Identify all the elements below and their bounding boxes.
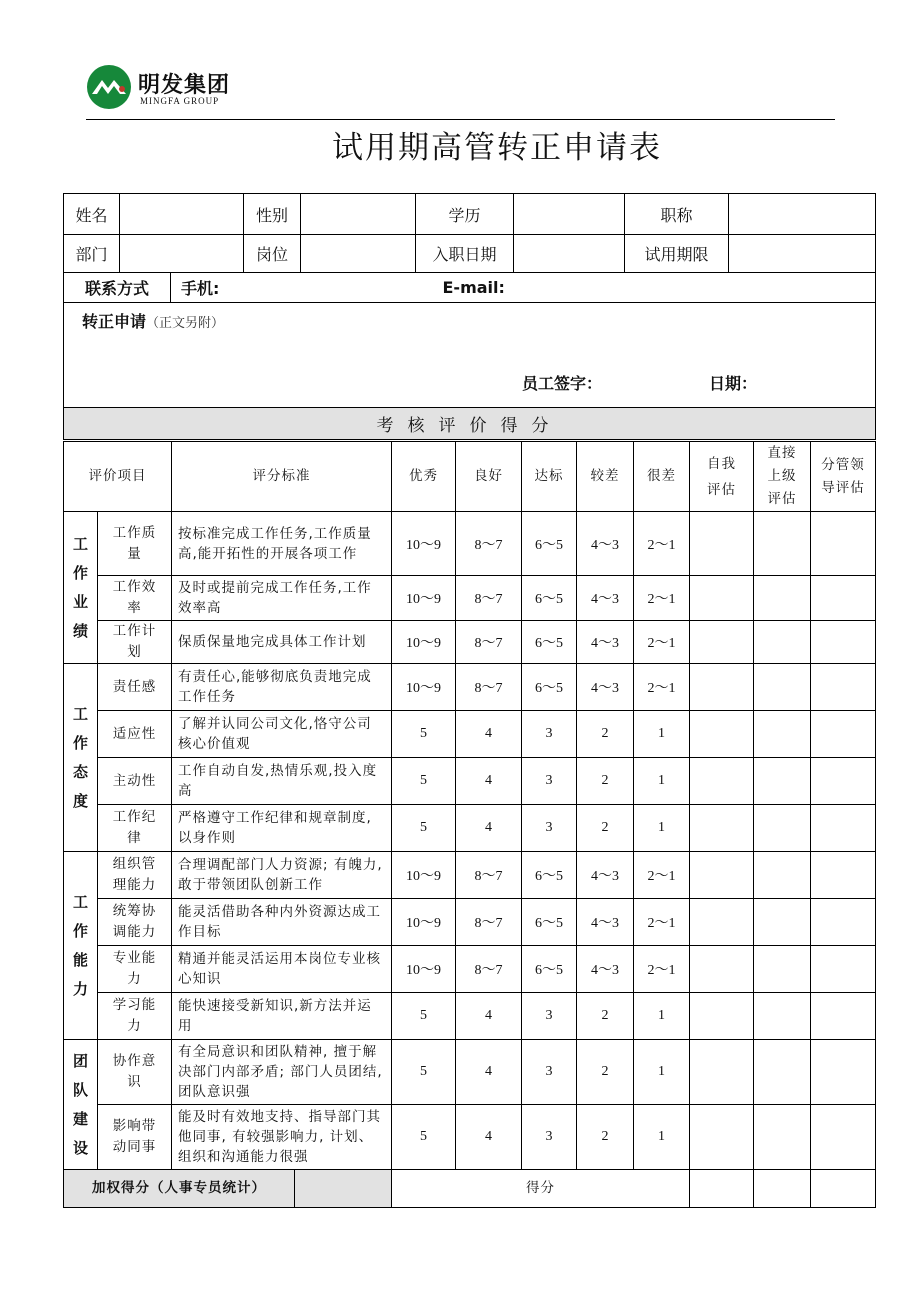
self-score-input[interactable]	[690, 758, 754, 805]
apply-section	[82, 309, 224, 332]
eval-score-range: 8～7	[456, 946, 522, 993]
name-field[interactable]	[120, 194, 244, 235]
eval-score-range: 2～1	[634, 512, 690, 576]
eval-score-range: 4～3	[577, 664, 634, 711]
eval-score-range: 5	[392, 993, 456, 1040]
eval-score-range: 2～1	[634, 576, 690, 621]
eval-item: 工作纪律	[98, 805, 172, 852]
eval-score-range: 10～9	[392, 946, 456, 993]
header-rule	[86, 119, 835, 120]
evaluation-table	[63, 441, 876, 1208]
eval-score-range: 10～9	[392, 512, 456, 576]
eval-row	[64, 1105, 876, 1170]
eval-item: 协作意识	[98, 1040, 172, 1105]
superior-score-input[interactable]	[754, 1040, 811, 1105]
eval-item: 组织管理能力	[98, 852, 172, 899]
eval-score-range: 3	[522, 805, 577, 852]
eval-score-range: 4～3	[577, 576, 634, 621]
eval-score-range: 1	[634, 993, 690, 1040]
eval-score-range: 2	[577, 758, 634, 805]
eval-score-range: 2	[577, 805, 634, 852]
col-leader: 分管领导评估	[811, 442, 876, 512]
leader-score-input[interactable]	[811, 711, 876, 758]
self-score-input[interactable]	[690, 899, 754, 946]
eval-row	[64, 664, 876, 711]
eval-score-range: 5	[392, 805, 456, 852]
eval-score-range: 6～5	[522, 664, 577, 711]
label-entry-date: 入职日期	[416, 235, 514, 273]
label-contact: 联系方式	[64, 273, 171, 303]
eval-score-range: 5	[392, 758, 456, 805]
eval-item: 学习能力	[98, 993, 172, 1040]
eval-score-range: 2	[577, 1105, 634, 1170]
superior-score-input[interactable]	[754, 852, 811, 899]
eval-item: 工作效率	[98, 576, 172, 621]
col-good: 良好	[456, 442, 522, 512]
eval-item: 适应性	[98, 711, 172, 758]
eval-standard: 能及时有效地支持、指导部门其他同事, 有较强影响力, 计划、组织和沟通能力很强	[172, 1105, 392, 1170]
company-logo	[86, 64, 286, 114]
eval-score-range: 10～9	[392, 664, 456, 711]
col-standard: 评分标准	[172, 442, 392, 512]
score-superior[interactable]	[754, 1170, 811, 1208]
eval-score-range: 3	[522, 1105, 577, 1170]
eval-score-range: 4～3	[577, 946, 634, 993]
superior-score-input[interactable]	[754, 805, 811, 852]
self-score-input[interactable]	[690, 621, 754, 664]
eval-score-range: 1	[634, 711, 690, 758]
col-pass: 达标	[522, 442, 577, 512]
leader-score-input[interactable]	[811, 993, 876, 1040]
mingfa-logo-icon	[86, 64, 132, 110]
leader-score-input[interactable]	[811, 512, 876, 576]
post-field[interactable]	[301, 235, 416, 273]
superior-score-input[interactable]	[754, 1105, 811, 1170]
page-title: 试用期高管转正申请表	[332, 130, 662, 166]
eval-row	[64, 946, 876, 993]
eval-score-range: 4	[456, 1105, 522, 1170]
self-score-input[interactable]	[690, 852, 754, 899]
score-leader[interactable]	[811, 1170, 876, 1208]
col-item: 评价项目	[64, 442, 172, 512]
leader-score-input[interactable]	[811, 1105, 876, 1170]
eval-group-label: 工 作 业 绩	[64, 512, 98, 664]
eval-standard: 有全局意识和团队精神, 擅于解决部门内部矛盾; 部门人员团结, 团队意识强	[172, 1040, 392, 1105]
apply-label: 转正申请	[82, 312, 147, 331]
department-field[interactable]	[120, 235, 244, 273]
eval-score-range: 8～7	[456, 576, 522, 621]
logo-english-name: MINGFA GROUP	[140, 96, 220, 106]
eval-row	[64, 805, 876, 852]
eval-standard: 能快速接受新知识,新方法并运用	[172, 993, 392, 1040]
self-score-input[interactable]	[690, 1105, 754, 1170]
eval-score-range: 6～5	[522, 512, 577, 576]
self-score-input[interactable]	[690, 946, 754, 993]
eval-score-range: 1	[634, 1105, 690, 1170]
eval-score-range: 2～1	[634, 621, 690, 664]
eval-score-range: 2～1	[634, 664, 690, 711]
score-label: 得分	[392, 1170, 690, 1208]
eval-score-range: 4	[456, 993, 522, 1040]
self-score-input[interactable]	[690, 805, 754, 852]
mobile-field[interactable]: 手机:	[171, 273, 433, 303]
eval-score-range: 4～3	[577, 621, 634, 664]
evaluation-rows	[64, 512, 876, 1170]
eval-score-range: 2	[577, 1040, 634, 1105]
label-title: 职称	[625, 194, 729, 235]
email-field[interactable]: E-mail:	[433, 273, 876, 303]
logo-chinese-name: 明发集团	[138, 72, 231, 98]
leader-score-input[interactable]	[811, 852, 876, 899]
eval-score-range: 1	[634, 758, 690, 805]
weighted-score-value[interactable]	[294, 1170, 391, 1207]
eval-standard: 按标准完成工作任务,工作质量高,能开拓性的开展各项工作	[172, 512, 392, 576]
eval-score-range: 1	[634, 1040, 690, 1105]
leader-score-input[interactable]	[811, 758, 876, 805]
leader-score-input[interactable]	[811, 621, 876, 664]
eval-standard: 保质保量地完成具体工作计划	[172, 621, 392, 664]
eval-score-range: 8～7	[456, 899, 522, 946]
eval-standard: 合理调配部门人力资源; 有魄力, 敢于带领团队创新工作	[172, 852, 392, 899]
superior-score-input[interactable]	[754, 946, 811, 993]
eval-row	[64, 1040, 876, 1105]
eval-score-range: 6～5	[522, 621, 577, 664]
eval-score-range: 6～5	[522, 576, 577, 621]
score-self[interactable]	[690, 1170, 754, 1208]
eval-standard: 精通并能灵活运用本岗位专业核心知识	[172, 946, 392, 993]
col-poor: 较差	[577, 442, 634, 512]
employee-signature: 员工签字：	[522, 374, 603, 393]
eval-score-range: 4～3	[577, 899, 634, 946]
title-field[interactable]	[729, 194, 876, 235]
eval-item: 主动性	[98, 758, 172, 805]
eval-row	[64, 758, 876, 805]
label-post: 岗位	[244, 235, 301, 273]
eval-score-range: 5	[392, 1040, 456, 1105]
eval-score-range: 5	[392, 1105, 456, 1170]
self-score-input[interactable]	[690, 576, 754, 621]
col-self: 自我评估	[690, 442, 754, 512]
leader-score-input[interactable]	[811, 899, 876, 946]
weighted-score-label: 加权得分（人事专员统计）	[92, 1180, 266, 1196]
entry-date-field[interactable]	[514, 235, 625, 273]
col-superior: 直接上级评估	[754, 442, 811, 512]
eval-score-range: 10～9	[392, 576, 456, 621]
eval-row	[64, 899, 876, 946]
eval-score-range: 3	[522, 993, 577, 1040]
probation-field[interactable]	[729, 235, 876, 273]
eval-score-range: 4	[456, 1040, 522, 1105]
self-score-input[interactable]	[690, 512, 754, 576]
eval-score-range: 4	[456, 711, 522, 758]
eval-score-range: 1	[634, 805, 690, 852]
eval-score-range: 4～3	[577, 852, 634, 899]
leader-score-input[interactable]	[811, 946, 876, 993]
col-excellent: 优秀	[392, 442, 456, 512]
eval-standard: 及时或提前完成工作任务,工作效率高	[172, 576, 392, 621]
eval-score-range: 3	[522, 711, 577, 758]
label-gender: 性别	[244, 194, 301, 235]
eval-score-range: 8～7	[456, 621, 522, 664]
eval-item: 影响带动同事	[98, 1105, 172, 1170]
eval-row	[64, 711, 876, 758]
eval-standard: 了解并认同公司文化,恪守公司核心价值观	[172, 711, 392, 758]
weighted-score-cell	[64, 1170, 392, 1208]
label-probation: 试用期限	[625, 235, 729, 273]
application-area[interactable]	[64, 303, 876, 408]
eval-item: 责任感	[98, 664, 172, 711]
signature-date: 日期：	[709, 374, 758, 393]
self-score-input[interactable]	[690, 993, 754, 1040]
apply-note: （正文另附）	[146, 316, 225, 331]
superior-score-input[interactable]	[754, 758, 811, 805]
eval-standard: 有责任心,能够彻底负责地完成工作任务	[172, 664, 392, 711]
eval-row	[64, 621, 876, 664]
eval-score-range: 4～3	[577, 512, 634, 576]
eval-score-range: 8～7	[456, 664, 522, 711]
eval-score-range: 8～7	[456, 512, 522, 576]
eval-item: 专业能力	[98, 946, 172, 993]
label-department: 部门	[64, 235, 120, 273]
eval-item: 工作计划	[98, 621, 172, 664]
superior-score-input[interactable]	[754, 711, 811, 758]
evaluation-section-title: 考核评价得分	[64, 408, 876, 440]
superior-score-input[interactable]	[754, 993, 811, 1040]
eval-score-range: 10～9	[392, 899, 456, 946]
eval-score-range: 2	[577, 711, 634, 758]
eval-score-range: 3	[522, 1040, 577, 1105]
eval-score-range: 6～5	[522, 946, 577, 993]
self-score-input[interactable]	[690, 664, 754, 711]
superior-score-input[interactable]	[754, 621, 811, 664]
leader-score-input[interactable]	[811, 664, 876, 711]
eval-score-range: 4	[456, 805, 522, 852]
contact-table	[63, 272, 876, 440]
eval-row	[64, 993, 876, 1040]
eval-item: 统筹协调能力	[98, 899, 172, 946]
eval-group-label: 工 作 能 力	[64, 852, 98, 1040]
eval-row	[64, 576, 876, 621]
eval-row	[64, 512, 876, 576]
eval-row	[64, 852, 876, 899]
leader-score-input[interactable]	[811, 1040, 876, 1105]
eval-score-range: 3	[522, 758, 577, 805]
eval-score-range: 5	[392, 711, 456, 758]
eval-standard: 能灵活借助各种内外资源达成工作目标	[172, 899, 392, 946]
education-field[interactable]	[514, 194, 625, 235]
eval-group-label: 团 队 建 设	[64, 1040, 98, 1170]
leader-score-input[interactable]	[811, 805, 876, 852]
superior-score-input[interactable]	[754, 899, 811, 946]
self-score-input[interactable]	[690, 711, 754, 758]
gender-field[interactable]	[301, 194, 416, 235]
superior-score-input[interactable]	[754, 512, 811, 576]
weighted-score-row	[64, 1170, 876, 1208]
eval-group-label: 工 作 态 度	[64, 664, 98, 852]
eval-item: 工作质量	[98, 512, 172, 576]
eval-score-range: 6～5	[522, 899, 577, 946]
superior-score-input[interactable]	[754, 664, 811, 711]
eval-score-range: 10～9	[392, 621, 456, 664]
eval-score-range: 8～7	[456, 852, 522, 899]
info-table	[63, 193, 876, 273]
label-education: 学历	[416, 194, 514, 235]
eval-score-range: 2～1	[634, 852, 690, 899]
leader-score-input[interactable]	[811, 576, 876, 621]
eval-score-range: 2～1	[634, 946, 690, 993]
self-score-input[interactable]	[690, 1040, 754, 1105]
eval-standard: 严格遵守工作纪律和规章制度, 以身作则	[172, 805, 392, 852]
eval-score-range: 2～1	[634, 899, 690, 946]
label-name: 姓名	[64, 194, 120, 235]
eval-score-range: 10～9	[392, 852, 456, 899]
eval-score-range: 4	[456, 758, 522, 805]
eval-score-range: 6～5	[522, 852, 577, 899]
col-bad: 很差	[634, 442, 690, 512]
eval-score-range: 2	[577, 993, 634, 1040]
superior-score-input[interactable]	[754, 576, 811, 621]
eval-standard: 工作自动自发,热情乐观,投入度高	[172, 758, 392, 805]
